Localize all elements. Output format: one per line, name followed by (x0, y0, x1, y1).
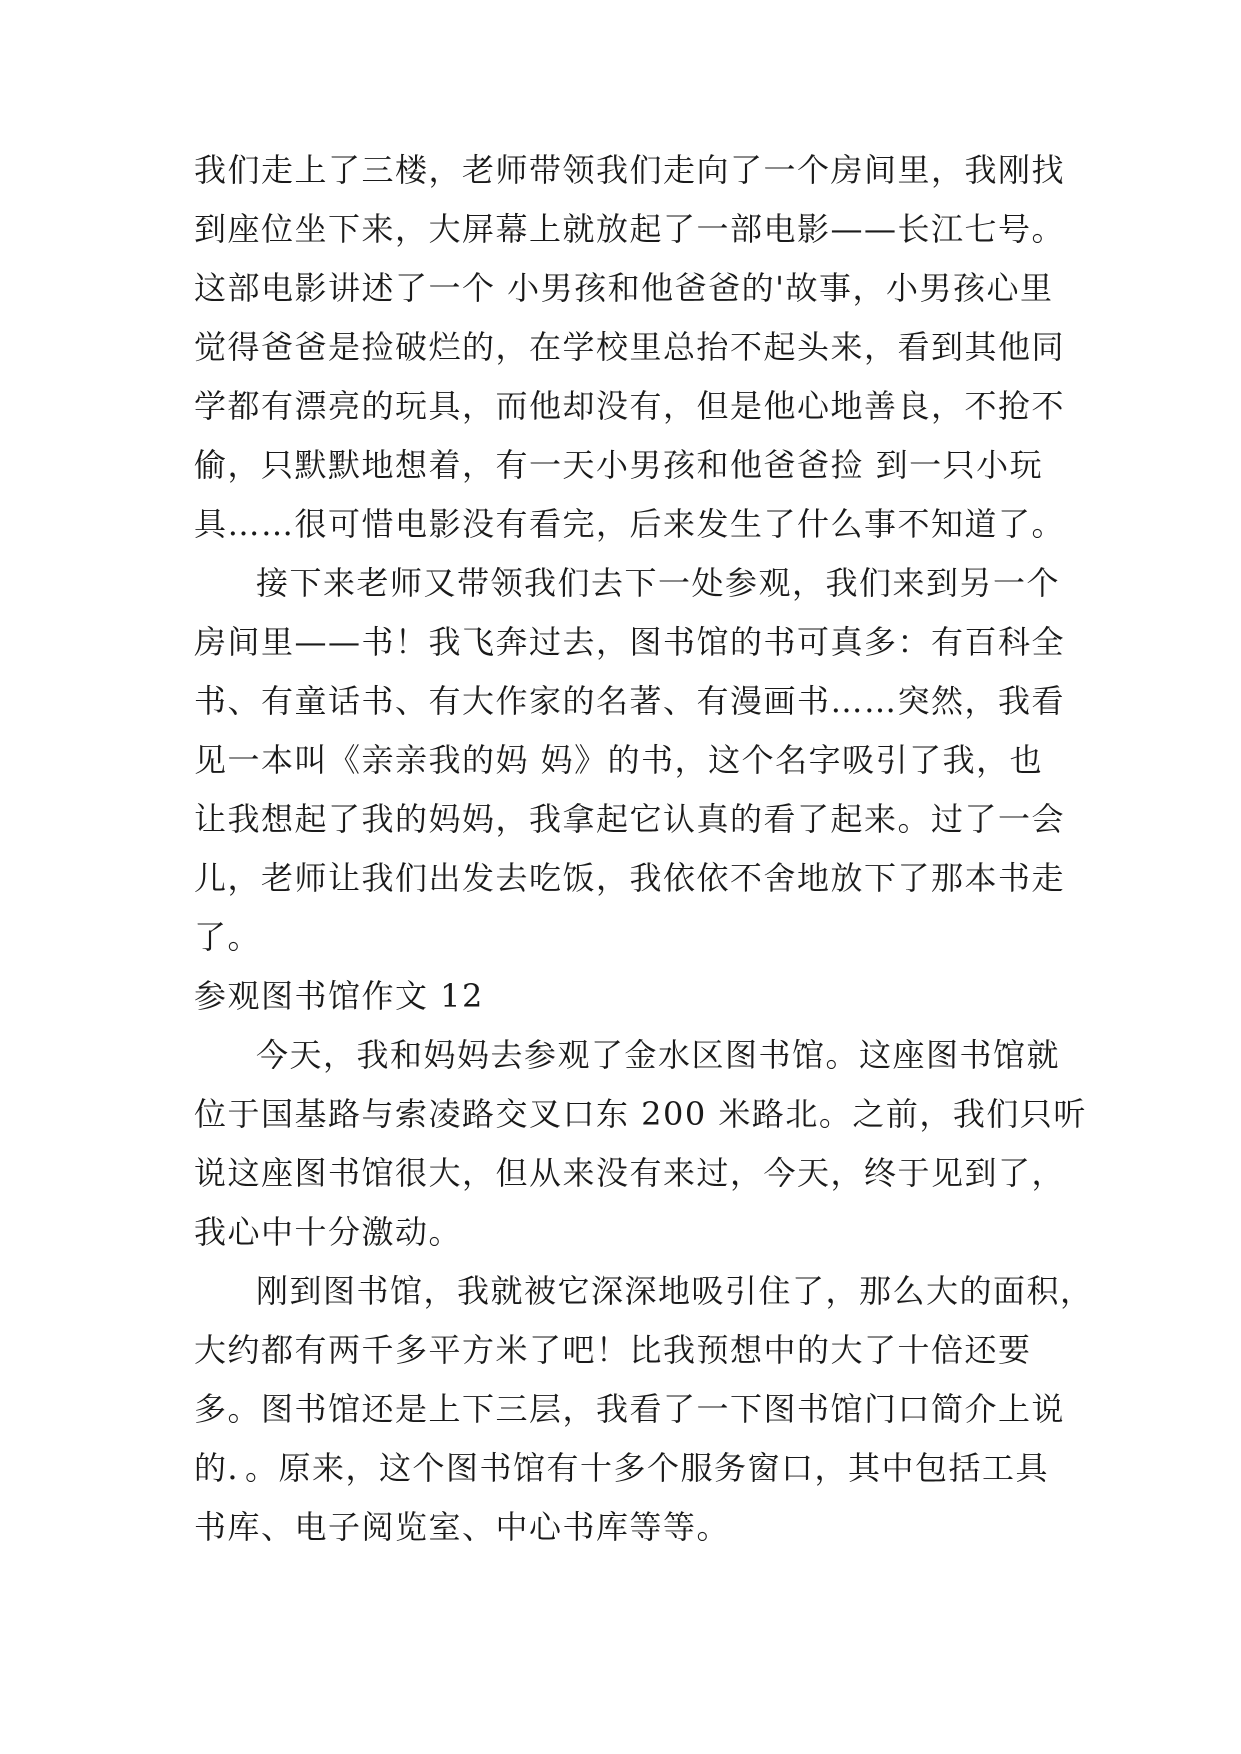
text-line: 我心中十分激动。 (194, 1213, 463, 1251)
text-line: 房间里——书！我飞奔过去，图书馆的书可真多：有百科全 (194, 623, 1066, 661)
text-line: 接下来老师又带领我们去下一处参观，我们来到另一个 (256, 564, 1061, 602)
text-line: 刚到图书馆，我就被它深深地吸引住了，那么大的面积， (256, 1272, 1094, 1310)
section-heading: 参观图书馆作文 12 (194, 977, 484, 1015)
text-line: 多。图书馆还是上下三层，我看了一下图书馆门口简介上说 (194, 1390, 1066, 1428)
text-line: 今天，我和妈妈去参观了金水区图书馆。这座图书馆就 (256, 1036, 1061, 1074)
text-line: 觉得爸爸是捡破烂的，在学校里总抬不起头来，看到其他同 (194, 328, 1066, 366)
text-line: 让我想起了我的妈妈，我拿起它认真的看了起来。过了一会 (194, 800, 1066, 838)
text-line: 的．。原来，这个图书馆有十多个服务窗口，其中包括工具 (194, 1449, 1050, 1487)
text-line: 书、有童话书、有大作家的名著、有漫画书……突然，我看 (194, 682, 1066, 720)
text-line: 儿，老师让我们出发去吃饭，我依依不舍地放下了那本书走 (194, 859, 1066, 897)
text-line: 我们走上了三楼，老师带领我们走向了一个房间里，我刚找 (194, 151, 1066, 189)
text-line: 学都有漂亮的玩具，而他却没有，但是他心地善良，不抢不 (194, 387, 1066, 425)
text-line: 这部电影讲述了一个 小男孩和他爸爸的'故事，小男孩心里 (194, 269, 1054, 307)
text-line: 到座位坐下来，大屏幕上就放起了一部电影——长江七号。 (194, 210, 1066, 248)
text-line: 位于国基路与索凌路交叉口东 200 米路北。之前，我们只听 (194, 1095, 1087, 1133)
text-line: 偷，只默默地想着，有一天小男孩和他爸爸捡 到一只小玩 (194, 446, 1044, 484)
text-line: 书库、电子阅览室、中心书库等等。 (194, 1508, 731, 1546)
text-line: 了。 (194, 918, 262, 956)
text-line: 见一本叫《亲亲我的妈 妈》的书，这个名字吸引了我，也 (194, 741, 1044, 779)
text-line: 大约都有两千多平方米了吧！比我预想中的大了十倍还要 (194, 1331, 1032, 1369)
text-line: 具……很可惜电影没有看完，后来发生了什么事不知道了。 (194, 505, 1066, 543)
text-line: 说这座图书馆很大，但从来没有来过，今天，终于见到了， (194, 1154, 1066, 1192)
